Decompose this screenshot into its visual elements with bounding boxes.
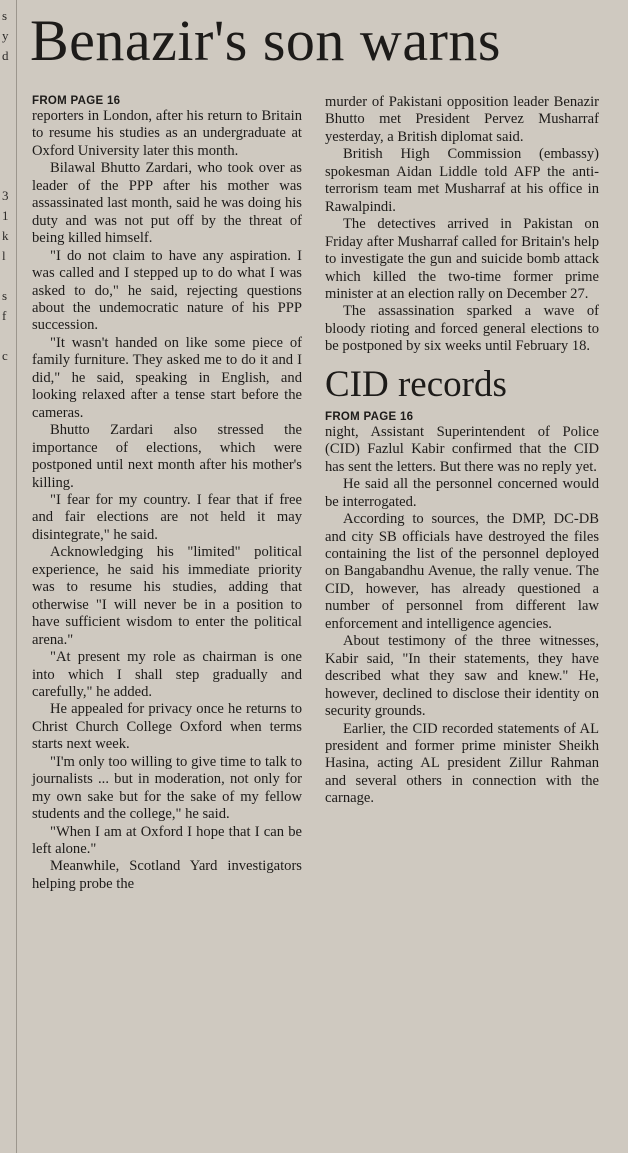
margin-letter — [2, 126, 14, 146]
paragraph: According to sources, the DMP, DC-DB and city SB officials have destroyed the files containing the list of the personnel deployed on Bangabandhu Avenue, the rally venue. The CID, however, has already questioned a number of personnel from different law enforcement and intelligence agencies. — [325, 511, 599, 632]
margin-letter — [2, 146, 14, 166]
left-column — [32, 94, 302, 893]
margin-letter — [2, 106, 14, 126]
paragraph: Meanwhile, Scotland Yard investigators helping probe the — [32, 858, 302, 892]
margin-letter — [2, 426, 14, 446]
paragraph: Bilawal Bhutto Zardari, who took over as leader of the PPP after his mother was assassinated last month, said he was doing his duty and was not put off by the threat of being killed himself. — [32, 160, 302, 247]
paragraph: British High Commission (embassy) spokesman Aidan Liddle told AFP the anti-terrorism team met Musharraf at his office in Rawalpindi. — [325, 146, 599, 215]
second-headline: CID records — [325, 363, 507, 405]
margin-letter — [2, 166, 14, 186]
adjacent-column-edge — [0, 0, 17, 1153]
paragraph: Earlier, the CID recorded statements of AL president and former prime minister Sheikh Hasina, acting AL president Zillur Rahman and several others in connection with the carnage. — [325, 720, 599, 807]
paragraph: The assassination sparked a wave of bloody rioting and forced general elections to be postponed by six weeks until February 18. — [325, 303, 599, 355]
paragraph: The detectives arrived in Pakistan on Friday after Musharraf called for Britain's help to investigate the gun and suicide bomb attack which killed the two-time former prime minister at an election rally on December 27. — [325, 216, 599, 302]
paragraph: Acknowledging his "limited" political experience, he said his immediate priority was to resume his studies, adding that otherwise "I will never be in a position to have sufficient wisdom to enter the political arena." — [32, 544, 302, 648]
margin-letter — [2, 466, 14, 486]
margin-letter: f — [2, 308, 7, 323]
paragraph: "I'm only too willing to give time to talk to journalists ... but in moderation, not only for my own sake but for the sake of my fellow students and the college," he said. — [32, 753, 302, 823]
margin-letters — [2, 6, 14, 486]
margin-letter: c — [2, 348, 8, 363]
paragraph: Bhutto Zardari also stressed the importance of elections, which were postponed until next month after his mother's killing. — [32, 422, 302, 491]
margin-letter — [2, 386, 14, 406]
margin-letter — [2, 66, 14, 86]
paragraph: He said all the personnel concerned would be interrogated. — [325, 476, 599, 510]
from-page-label: FROM PAGE 16 — [325, 410, 414, 423]
paragraph: reporters in London, after his return to Britain to resume his studies as an undergraduate at Oxford University later this month. — [32, 108, 302, 159]
margin-letter: 1 — [2, 208, 9, 223]
margin-letter: k — [2, 228, 9, 243]
margin-letter: l — [2, 248, 6, 263]
margin-letter — [2, 326, 14, 346]
margin-letter: 3 — [2, 188, 9, 203]
paragraph: "I fear for my country. I fear that if free and fair elections are not held it may disintegrate," he said. — [32, 491, 302, 543]
margin-letter: s — [2, 8, 8, 23]
paragraph: He appealed for privacy once he returns to Christ Church College Oxford when terms starts next week. — [32, 701, 302, 753]
margin-letter: y — [2, 28, 9, 43]
right-column — [325, 94, 599, 808]
headline: Benazir's son warns — [30, 8, 501, 73]
paragraph: About testimony of the three witnesses, Kabir said, "In their statements, they have described what they saw and knew." He, however, declined to disclose their identity on security grounds. — [325, 633, 599, 720]
margin-letter — [2, 446, 14, 466]
margin-letter: s — [2, 288, 8, 303]
paragraph: "When I am at Oxford I hope that I can be left alone." — [32, 823, 302, 858]
margin-letter: d — [2, 48, 9, 63]
margin-letter — [2, 266, 14, 286]
margin-letter — [2, 86, 14, 106]
paragraph: "It wasn't handed on like some piece of family furniture. They asked me to do it and I did," he said, speaking in English, and looking relaxed after a tense start before the cameras. — [32, 334, 302, 421]
margin-letter — [2, 406, 14, 426]
paragraph: murder of Pakistani opposition leader Benazir Bhutto met President Pervez Musharraf yesterday, a British diplomat said. — [325, 94, 599, 145]
from-page-label: FROM PAGE 16 — [32, 95, 121, 107]
paragraph: "I do not claim to have any aspiration. I was called and I stepped up to do what I was asked to do," he said, rejecting questions about the undemocratic nature of his PPP succession. — [32, 247, 302, 334]
paragraph: "At present my role as chairman is one into which I shall step gradually and carefully," he added. — [32, 649, 302, 700]
paragraph: night, Assistant Superintendent of Police (CID) Fazlul Kabir confirmed that the CID has sent the letters. But there was no reply yet. — [325, 423, 599, 475]
margin-letter — [2, 366, 14, 386]
